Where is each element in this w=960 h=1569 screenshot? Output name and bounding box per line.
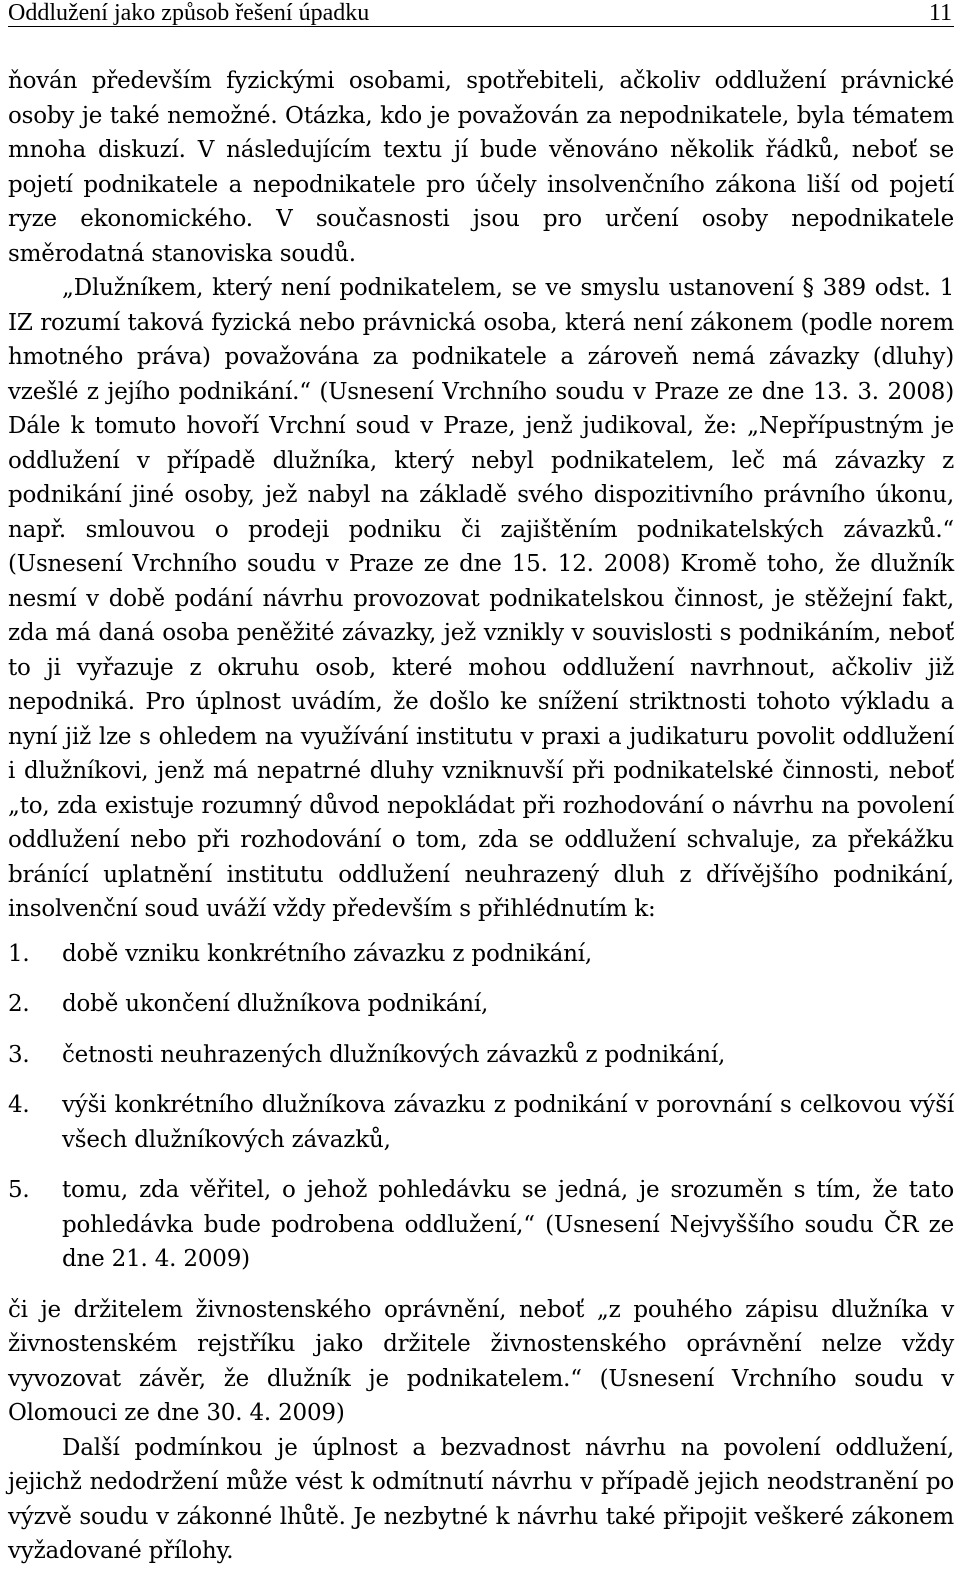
list-item-text: době vzniku konkrétního závazku z podnikání,	[62, 940, 593, 967]
list-item-number: 4.	[8, 1092, 30, 1118]
list-item-text: četnosti neuhrazených dlužníkových závazků z podnikání,	[62, 1041, 726, 1068]
document-body	[8, 64, 954, 1569]
paragraph-3: či je držitelem živnostenského oprávnění, neboť „z pouhého zápisu dlužníka v živnostenském rejstříku jako držitele živnostenského oprávnění nelze vždy vyvozovat závěr, že dlužník je podnikatelem.“ (Usnesení Vrchního soudu v Olomouci ze dne 30. 4. 2009)	[8, 1296, 954, 1426]
list-item-number: 5.	[8, 1177, 30, 1203]
list-item-number: 2.	[8, 991, 30, 1017]
list-item-number: 1.	[8, 940, 30, 967]
header-title: Oddlužení jako způsob řešení úpadku	[8, 0, 370, 26]
running-header	[8, 0, 954, 27]
page-number: 11	[928, 0, 952, 26]
criteria-list	[8, 937, 954, 1277]
list-item-text: tomu, zda věřitel, o jehož pohledávku se jedná, je srozuměn s tím, že tato pohledávka bude podrobena oddlužení,“ (Usnesení Nejvyššího soudu ČR ze dne 21. 4. 2009)	[62, 1177, 954, 1272]
document-page	[8, 0, 954, 1564]
list-item	[8, 987, 954, 1022]
list-item	[8, 937, 954, 972]
paragraph-4: Další podmínkou je úplnost a bezvadnost návrhu na povolení oddlužení, jejichž nedodržení může vést k odmítnutí návrhu v případě jejich neodstranění po výzvě soudu v zákonné lhůtě. Je nezbytné k návrhu také připojit veškeré zákonem vyžadované přílohy.	[8, 1434, 954, 1564]
paragraph-2-quote: „Dlužníkem, který není podnikatelem, se ve smyslu ustanovení § 389 odst. 1 IZ rozumí taková fyzická nebo právnická osoba, která není zákonem (podle norem hmotného práva) považována za podnikatele a zároveň nemá závazky (dluhy) vzešlé z jejího podnikání.“ (Usnesení Vrchního soudu v Praze ze dne 13. 3. 2008) Dále k tomuto hovoří Vrchní soud v Praze, jenž judikoval, že: „Nepřípustným je oddlužení v případě dlužníka, který nebyl podnikatelem, leč má závazky z podnikání jiné osoby, jež nabyl na základě svého dispozitivního právního úkonu, např. smlouvou o prodeji podniku či zajištěním podnikatelských závazků.“ (Usnesení Vrchního soudu v Praze ze dne 15. 12. 2008) Kromě toho, že dlužník nesmí v době podání návrhu provozovat podnikatelskou činnost, je stěžejní fakt, zda má daná osoba peněžité závazky, jež vznikly v souvislosti s podnikáním, neboť to ji vyřazuje z okruhu osob, které mohou oddlužení navrhnout, ačkoliv již nepodniká. Pro úplnost uvádím, že došlo ke snížení striktnosti tohoto výkladu a nyní již lze s ohledem na využívání institutu v praxi a judikaturu povolit oddlužení i dlužníkovi, jenž má nepatrné dluhy vzniknuvší při podnikatelské činnosti, neboť „to, zda existuje rozumný důvod nepokládat při rozhodování o návrhu na povolení oddlužení nebo při rozhodování o tom, zda se oddlužení schvaluje, za překážku bránící uplatnění institutu oddlužení neuhrazený dluh z dřívějšího podnikání, insolvenční soud uváží vždy především s přihlédnutím k:	[8, 275, 954, 922]
list-item	[8, 1088, 954, 1157]
list-item-text: výši konkrétního dlužníkova závazku z podnikání v porovnání s celkovou výší všech dlužníkových závazků,	[62, 1092, 954, 1153]
list-item	[8, 1173, 954, 1277]
paragraph-1: ňován především fyzickými osobami, spotřebiteli, ačkoliv oddlužení právnické osoby je také nemožné. Otázka, kdo je považován za nepodnikatele, byla tématem mnoha diskuzí. V následujícím textu jí bude věnováno několik řádků, neboť se pojetí podnikatele a nepodnikatele pro účely insolvenčního zákona liší od pojetí ryze ekonomického. V současnosti jsou pro určení osoby nepodnikatele směrodatná stanoviska soudů.	[8, 68, 954, 267]
list-item-text: době ukončení dlužníkova podnikání,	[62, 991, 489, 1017]
list-item	[8, 1038, 954, 1073]
list-item-number: 3.	[8, 1041, 30, 1068]
